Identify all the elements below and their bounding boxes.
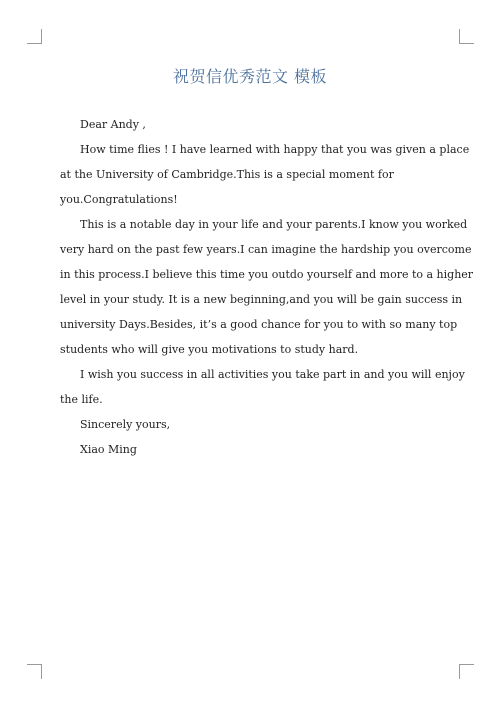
letter-line: This is a notable day in your life and your parents.I know you worked <box>80 218 468 231</box>
letter-line: in this process.I believe this time you outdo yourself and more to a higher <box>60 268 474 281</box>
letter-line: level in your study. It is a new beginning,and you will be gain success in <box>60 293 463 306</box>
letter-line: university Days.Besides, it’s a good chance for you to with so many top <box>60 318 458 331</box>
crop-mark-top-right <box>459 29 474 44</box>
letter-signature: Xiao Ming <box>80 443 137 456</box>
letter-line: I wish you success in all activities you take part in and you will enjoy <box>80 368 465 381</box>
letter-line: at the University of Cambridge.This is a special moment for <box>60 168 394 181</box>
crop-mark-bottom-right <box>459 664 474 679</box>
letter-line: How time flies ! I have learned with happy that you was given a place <box>80 143 470 156</box>
document-title: 祝贺信优秀范文 模板 <box>172 67 328 86</box>
letter-closing: Sincerely yours, <box>80 418 171 431</box>
crop-mark-top-left <box>27 29 42 44</box>
letter-line: the life. <box>60 393 103 406</box>
letter-body <box>60 112 474 462</box>
letter-line: you.Congratulations! <box>60 193 178 206</box>
letter-line: students who will give you motivations to study hard. <box>60 343 359 356</box>
letter-line: very hard on the past few years.I can imagine the hardship you overcome <box>60 243 472 256</box>
letter-greeting: Dear Andy , <box>80 118 146 131</box>
crop-mark-bottom-left <box>27 664 42 679</box>
